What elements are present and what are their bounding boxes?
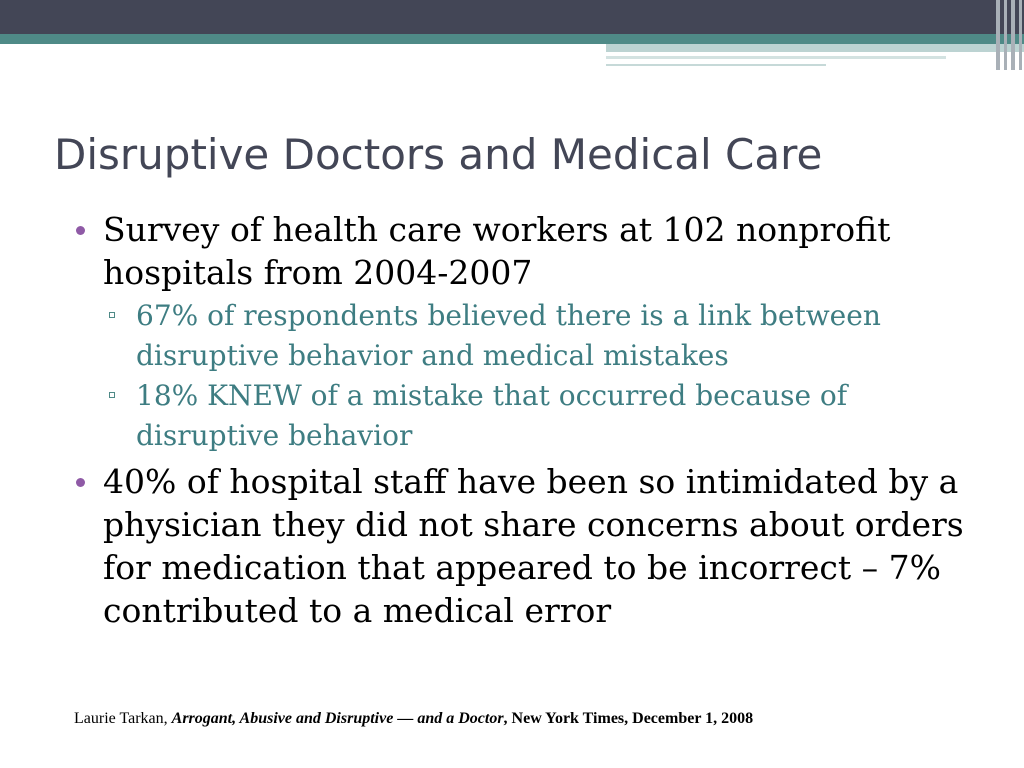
header-banner-dark: [0, 0, 1024, 34]
slide-body: [76, 208, 976, 632]
citation-article-title: Arrogant, Abusive and Disruptive — and a Doctor: [171, 710, 504, 727]
bullet-list: [76, 208, 976, 632]
header-banner-teal: [0, 34, 1024, 44]
sub-bullet-item: [103, 376, 976, 456]
citation-author: Laurie Tarkan,: [74, 710, 168, 727]
header-stripes: [994, 0, 1024, 70]
bullet-dot-icon: [76, 226, 85, 235]
bullet-text: 40% of hospital staff have been so intimidated by a physician they did not share concerns about orders for medication that appeared to be incorrect – 7% contributed to a medical error: [103, 462, 964, 630]
citation: [74, 708, 974, 730]
header-accent-line-2: [606, 64, 826, 66]
header-accent-line: [606, 56, 946, 59]
slide-title: Disruptive Doctors and Medical Care: [54, 130, 823, 179]
citation-publication: , New York Times, December 1, 2008: [503, 710, 754, 727]
sub-bullet-list: [103, 296, 976, 456]
sub-bullet-item: [103, 296, 976, 376]
bullet-item: [76, 208, 976, 456]
bullet-text: Survey of health care workers at 102 nonprofit hospitals from 2004-2007: [103, 210, 891, 292]
bullet-item: [76, 460, 976, 632]
square-bullet-icon: [109, 312, 115, 318]
bullet-dot-icon: [76, 478, 85, 487]
sub-bullet-text: 18% KNEW of a mistake that occurred because of disruptive behavior: [136, 379, 848, 452]
square-bullet-icon: [109, 392, 115, 398]
sub-bullet-text: 67% of respondents believed there is a link between disruptive behavior and medical mistakes: [136, 299, 881, 372]
header-banner-light: [606, 44, 1024, 52]
